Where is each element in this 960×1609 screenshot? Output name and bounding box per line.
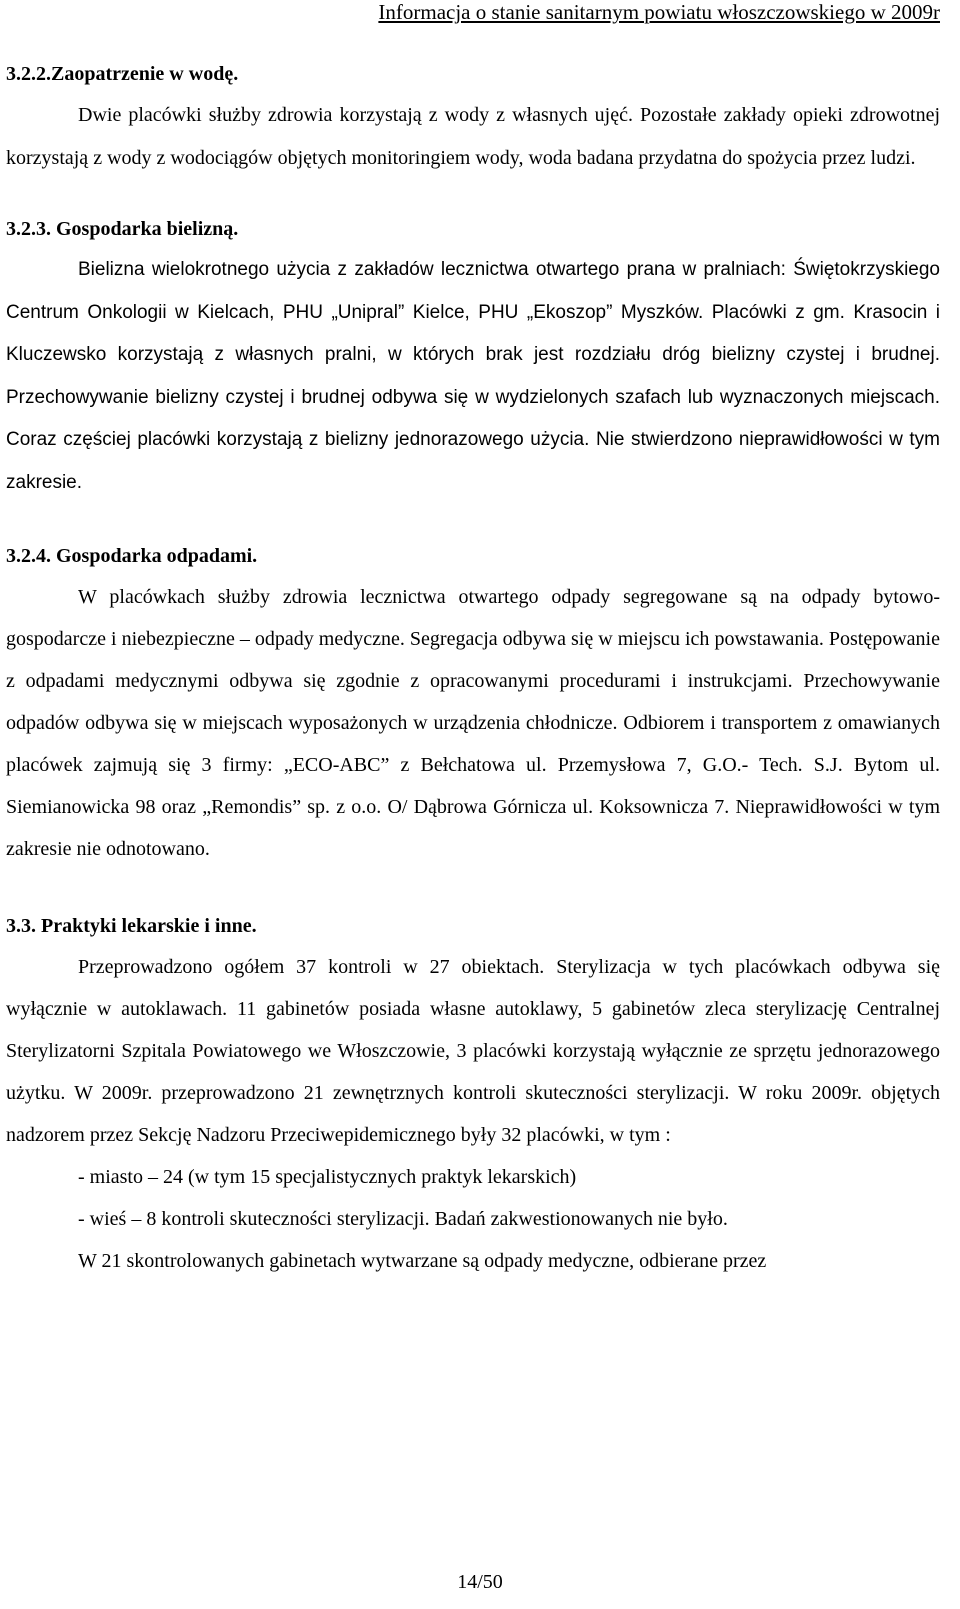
paragraph-practices: Przeprowadzono ogółem 37 kontroli w 27 obiektach. Sterylizacja w tych placówkach odbywa się wyłącznie w autoklawach. 11 gabinetów posiada własne autoklawy, 5 gabinetów zleca sterylizację Centralnej Sterylizatorni Szpitala Powiatowego we Włoszczowie, 3 placówki korzystają wyłącznie ze sprzętu jednorazowego użytku. W 2009r. przeprowadzono 21 zewnętrznych kontroli skuteczności sterylizacji. W roku 2009r. objętych nadzorem przez Sekcję Nadzoru Przeciwepidemicznego były 32 placówki, w tym : — [6, 956, 940, 1146]
running-header: Informacja o stanie sanitarnym powiatu włoszczowskiego w 2009r — [378, 0, 940, 24]
paragraph-water: Dwie placówki służby zdrowia korzystają z wody z własnych ujęć. Pozostałe zakłady opieki zdrowotnej korzystają z wody z wodociągów objętych monitoringiem wody, woda badana przydatna do spożycia przez ludzi. — [6, 104, 940, 169]
page-content — [6, 54, 940, 1282]
practices-list — [6, 1156, 940, 1240]
page-number: 14/50 — [457, 1571, 503, 1593]
section-heading-water: 3.2.2.Zaopatrzenie w wodę. — [6, 63, 239, 85]
list-item: - miasto – 24 (w tym 15 specjalistycznych praktyk lekarskich) — [78, 1166, 577, 1188]
section-heading-waste: 3.2.4. Gospodarka odpadami. — [6, 545, 258, 567]
section-heading-practices: 3.3. Praktyki lekarskie i inne. — [6, 915, 257, 937]
paragraph-practices-continued: W 21 skontrolowanych gabinetach wytwarzane są odpady medyczne, odbierane przez — [78, 1250, 767, 1272]
paragraph-linen: Bielizna wielokrotnego użycia z zakładów lecznictwa otwartego prana w pralniach: Świętokrzyskiego Centrum Onkologii w Kielcach, PHU „Unipral” Kielce, PHU „Ekoszop” Myszków. Placówki z gm. Krasocin i Kluczewsko korzystają z własnych pralni, w których brak jest rozdziału dróg bielizny czystej i brudnej. Przechowywanie bielizny czystej i brudnej odbywa się w wydzielonych szafach lub wyznaczonych miejscach. Coraz częściej placówki korzystają z bielizny jednorazowego użycia. Nie stwierdzono nieprawidłowości w tym zakresie. — [6, 259, 940, 493]
paragraph-waste: W placówkach służby zdrowia lecznictwa otwartego odpady segregowane są na odpady bytowo-gospodarcze i niebezpieczne – odpady medyczne. Segregacja odbywa się w miejscu ich powstawania. Postępowanie z odpadami medycznymi odbywa się zgodnie z opracowanymi procedurami i instrukcjami. Przechowywanie odpadów odbywa się w miejscach wyposażonych w urządzenia chłodnicze. Odbiorem i transportem z omawianych placówek zajmują się 3 firmy: „ECO-ABC” z Bełchatowa ul. Przemysłowa 7, G.O.- Tech. S.J. Bytom ul. Siemianowicka 98 oraz „Remondis” sp. z o.o. O/ Dąbrowa Górnicza ul. Koksownicza 7. Nieprawidłowości w tym zakresie nie odnotowano. — [6, 586, 940, 860]
list-item: - wieś – 8 kontroli skuteczności sterylizacji. Badań zakwestionowanych nie było. — [78, 1208, 728, 1230]
section-heading-linen: 3.2.3. Gospodarka bielizną. — [6, 218, 239, 240]
